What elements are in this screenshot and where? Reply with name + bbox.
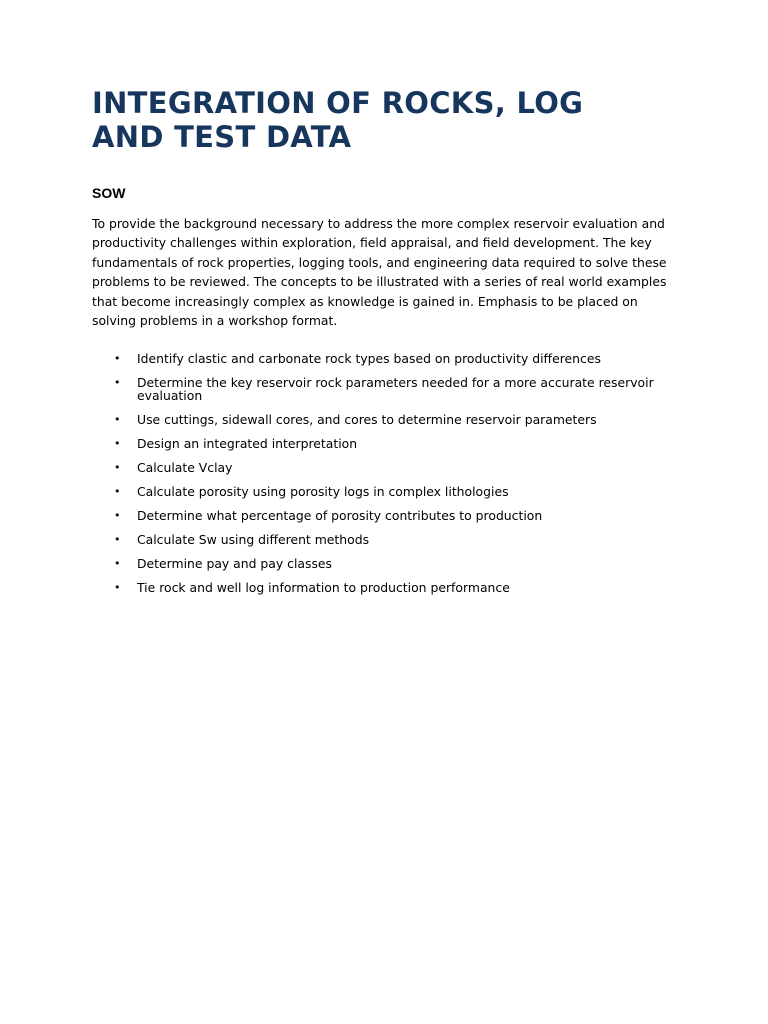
- bullet-icon: •: [114, 485, 121, 499]
- list-item-text: Calculate porosity using porosity logs in complex lithologies: [137, 484, 509, 500]
- list-item-text: Identify clastic and carbonate rock types based on productivity differences: [137, 351, 601, 367]
- list-item: [92, 413, 682, 426]
- bullet-icon: •: [114, 461, 121, 475]
- bullet-icon: •: [114, 509, 121, 523]
- bullet-icon: •: [114, 376, 121, 390]
- list-item-text: Calculate Sw using different methods: [137, 532, 370, 548]
- bullet-icon: •: [114, 533, 121, 547]
- list-item: [92, 376, 682, 402]
- list-item: [92, 352, 682, 365]
- list-item: [92, 509, 682, 522]
- list-item: [92, 485, 682, 498]
- bullet-icon: •: [114, 557, 121, 571]
- list-item: [92, 533, 682, 546]
- objectives-list: [92, 352, 682, 594]
- list-item-text: Tie rock and well log information to production performance: [137, 580, 510, 596]
- intro-paragraph: To provide the background necessary to address the more complex reservoir evaluation and productivity challenges within exploration, field appraisal, and field development. The key fundamentals of rock properties, logging tools, and engineering data required to solve these problems to be reviewed. The concepts to be illustrated with a series of real world examples that become increasingly complex as knowledge is gained in. Emphasis to be placed on solving problems in a workshop format.: [92, 216, 667, 329]
- list-item-text: Determine what percentage of porosity contributes to production: [137, 508, 543, 524]
- list-item-text: Design an integrated interpretation: [137, 436, 358, 452]
- bullet-icon: •: [114, 413, 121, 427]
- bullet-icon: •: [114, 437, 121, 451]
- bullet-icon: •: [114, 352, 121, 366]
- list-item: [92, 581, 682, 594]
- list-item: [92, 461, 682, 474]
- section-heading-sow: SOW: [92, 185, 126, 201]
- list-item-text: Use cuttings, sidewall cores, and cores to determine reservoir parameters: [137, 412, 597, 428]
- list-item-text: Determine pay and pay classes: [137, 556, 332, 572]
- list-item-text: Determine the key reservoir rock parameters needed for a more accurate reservoir evaluation: [137, 375, 654, 404]
- list-item: [92, 557, 682, 570]
- list-item: [92, 437, 682, 450]
- list-item-text: Calculate Vclay: [137, 460, 233, 476]
- document-title: INTEGRATION OF ROCKS, LOG AND TEST DATA: [92, 86, 584, 154]
- bullet-icon: •: [114, 581, 121, 595]
